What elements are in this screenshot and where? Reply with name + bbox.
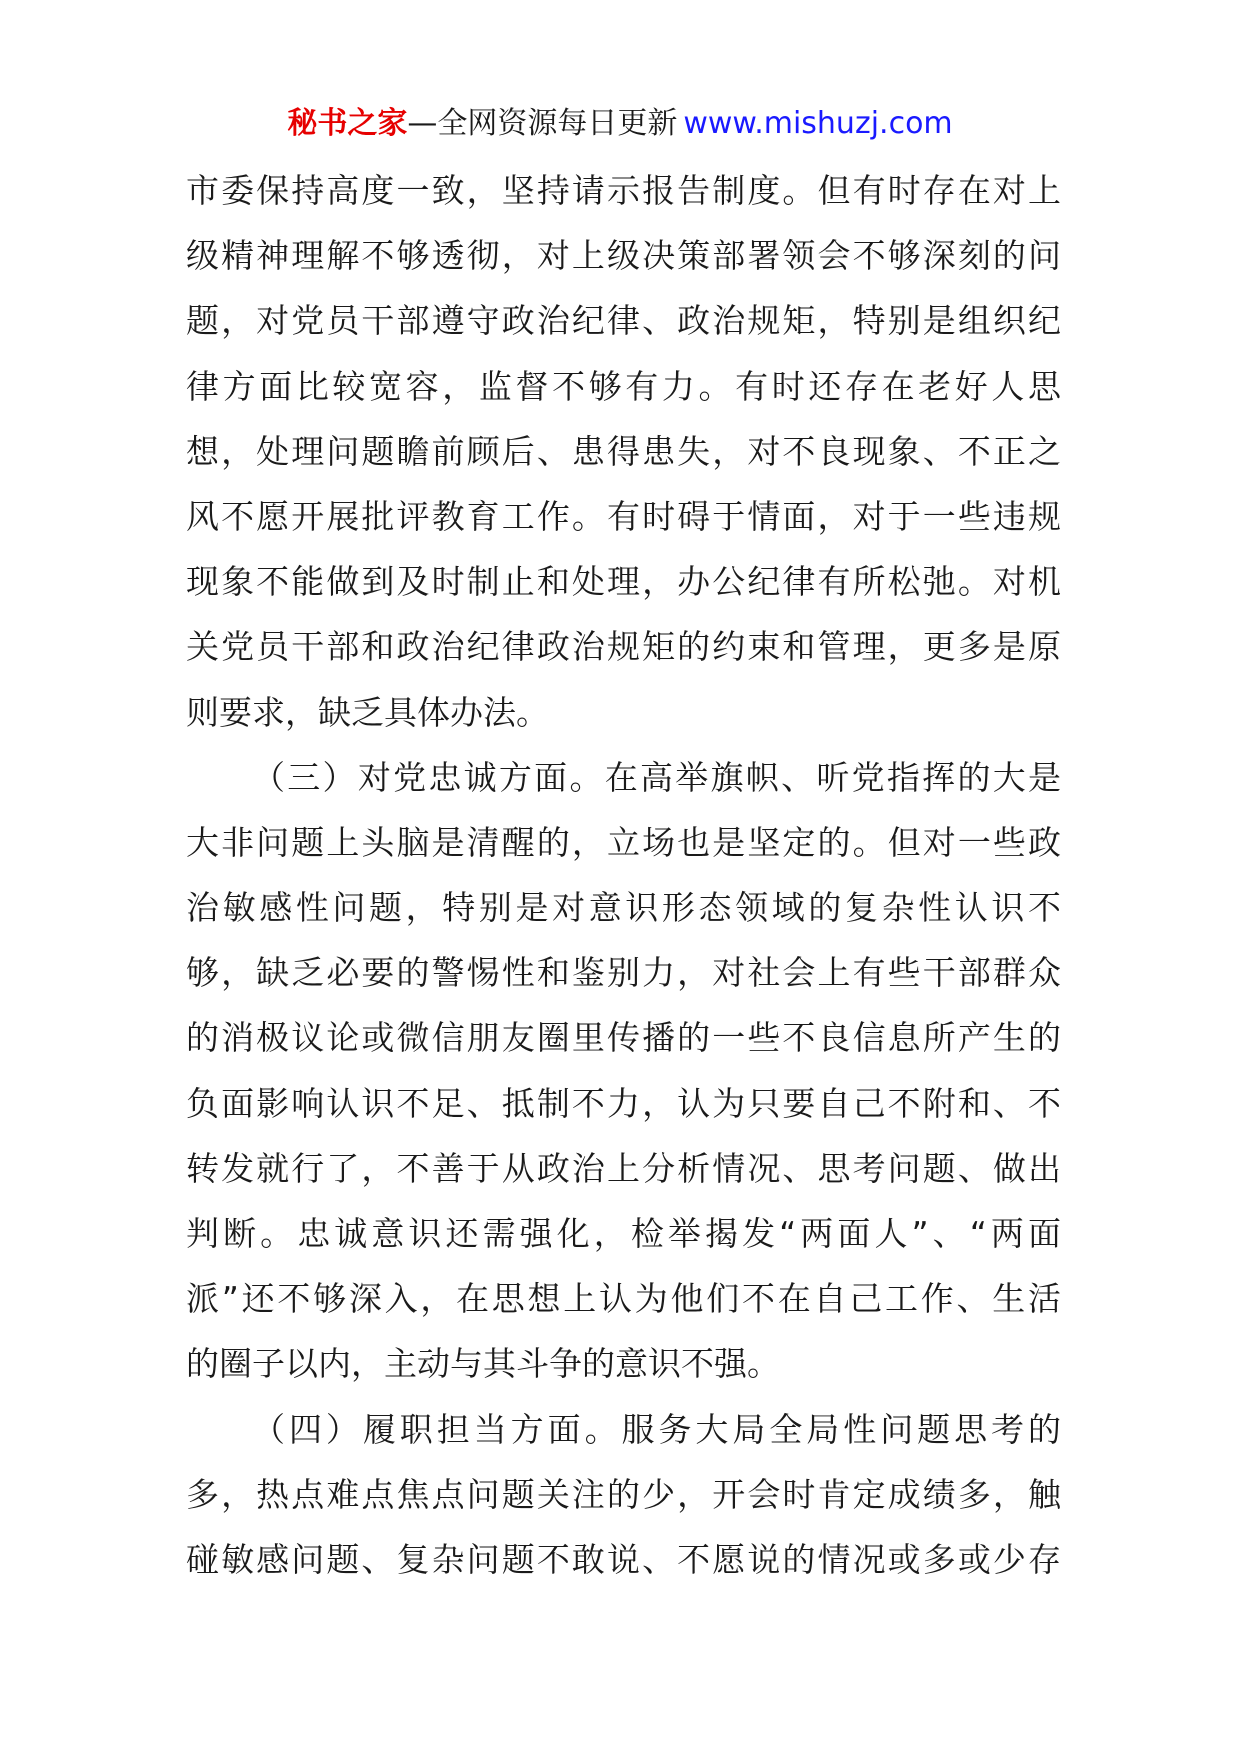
- text-line: 判断。忠诚意识还需强化，检举揭发“两面人”、“两面: [186, 1214, 1061, 1253]
- text-line: 转发就行了，不善于从政治上分析情况、思考问题、做出: [186, 1148, 1061, 1188]
- site-brand: 秘书之家: [287, 106, 408, 141]
- text-line: 级精神理解不够透彻，对上级决策部署领会不够深刻的问: [186, 236, 1061, 276]
- text-line: 治敏感性问题，特别是对意识形态领域的复杂性认识不: [186, 888, 1061, 928]
- text-line: 多，热点难点焦点问题关注的少，开会时肯定成绩多，触: [186, 1474, 1061, 1514]
- section-heading-line: （四）履职担当方面。服务大局全局性问题思考的: [252, 1409, 1061, 1449]
- text-line: 风不愿开展批评教育工作。有时碍于情面，对于一些违规: [186, 496, 1061, 536]
- text-line: 派”还不够深入，在思想上认为他们不在自己工作、生活: [186, 1279, 1061, 1319]
- site-url-link[interactable]: www.mishuzj.com: [683, 106, 953, 141]
- section-heading-line: （三）对党忠诚方面。在高举旗帜、听党指挥的大是: [252, 757, 1061, 797]
- text-line: 律方面比较宽容，监督不够有力。有时还存在老好人思: [186, 366, 1061, 406]
- page-header: [0, 104, 1240, 144]
- text-line: 市委保持高度一致，坚持请示报告制度。但有时存在对上: [186, 171, 1061, 210]
- document-body: [186, 158, 1061, 1592]
- text-line: 想，处理问题瞻前顾后、患得患失，对不良现象、不正之: [186, 431, 1061, 471]
- text-line: 大非问题上头脑是清醒的，立场也是坚定的。但对一些政: [186, 822, 1061, 862]
- text-line: 够，缺乏必要的警惕性和鉴别力，对社会上有些干部群众: [186, 953, 1061, 993]
- text-line: 关党员干部和政治纪律政治规矩的约束和管理，更多是原: [186, 627, 1061, 667]
- text-line: 的圈子以内，主动与其斗争的意识不强。: [186, 1344, 780, 1384]
- text-line: 碰敏感问题、复杂问题不敢说、不愿说的情况或多或少存: [186, 1539, 1061, 1579]
- site-tagline: —全网资源每日更新: [407, 106, 678, 141]
- text-line: 现象不能做到及时制止和处理，办公纪律有所松弛。对机: [186, 562, 1061, 602]
- text-line: 的消极议论或微信朋友圈里传播的一些不良信息所产生的: [186, 1018, 1061, 1058]
- text-line: 题，对党员干部遵守政治纪律、政治规矩，特别是组织纪: [186, 301, 1061, 341]
- text-line: 则要求，缺乏具体办法。: [186, 692, 549, 732]
- text-line: 负面影响认识不足、抵制不力，认为只要自己不附和、不: [186, 1083, 1061, 1123]
